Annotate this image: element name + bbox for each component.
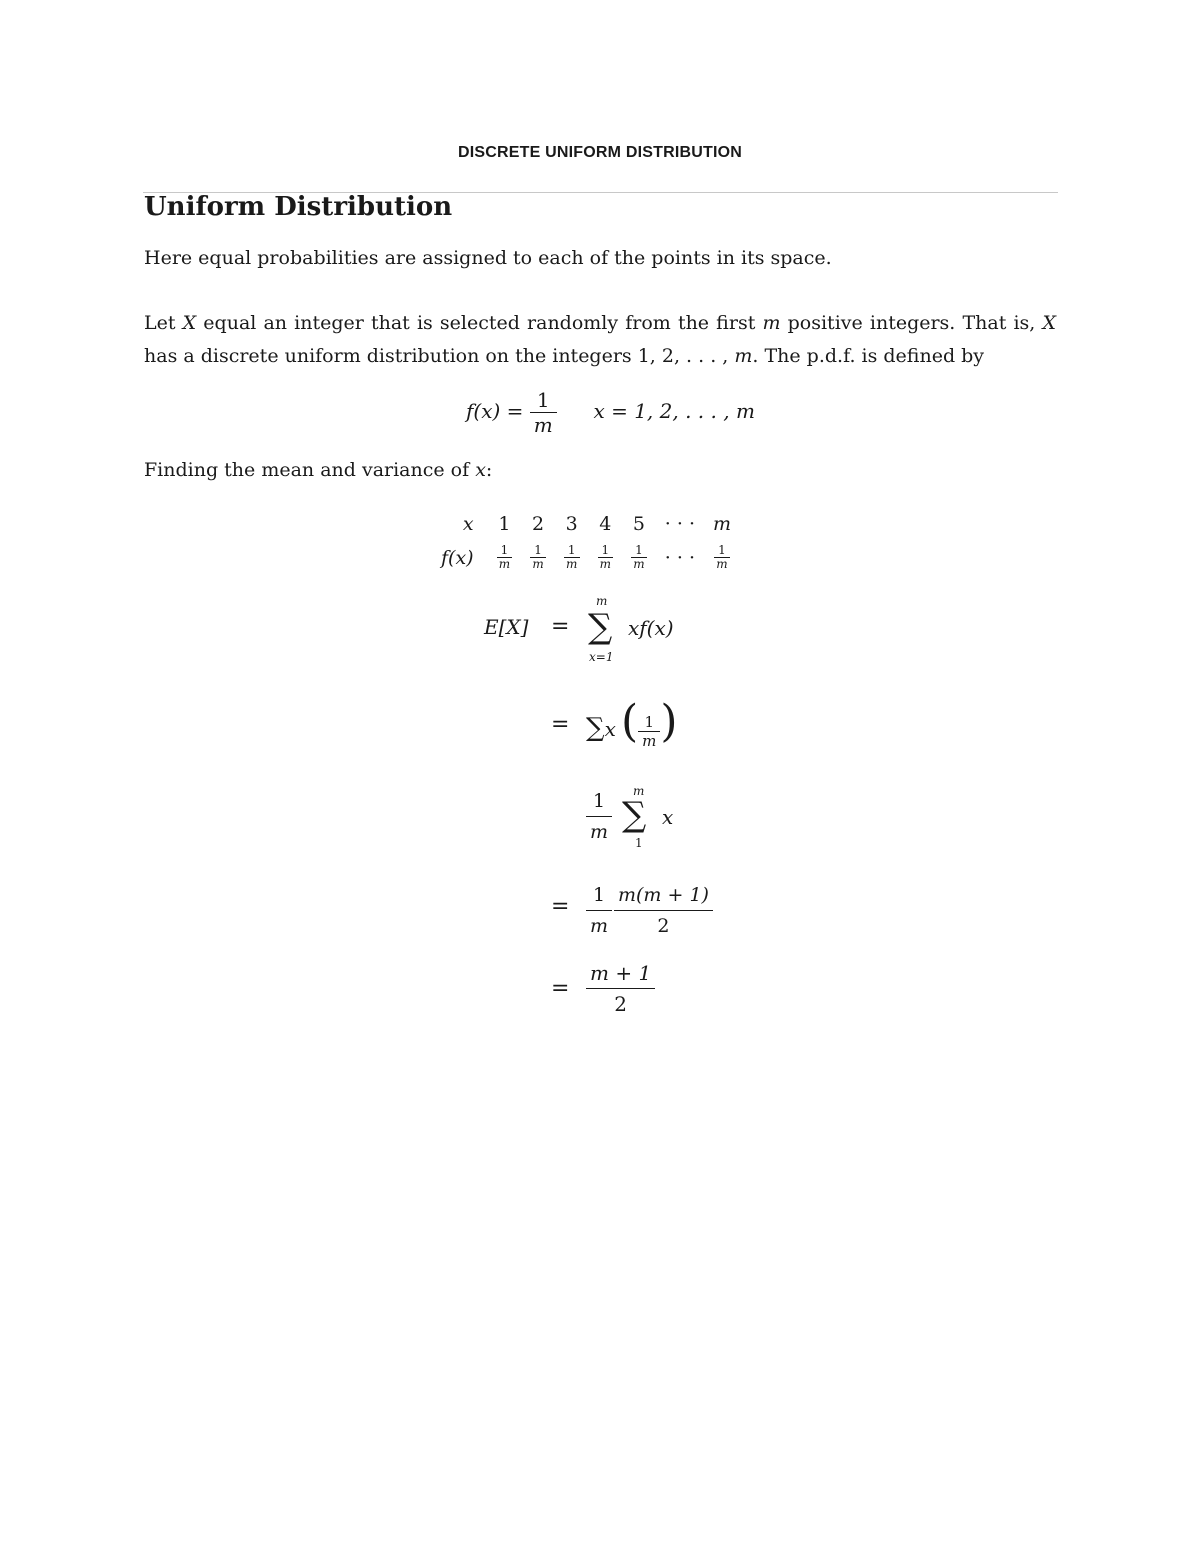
sum-expression: x <box>662 805 674 829</box>
numerator: 1 <box>534 543 542 557</box>
numerator: 1 <box>500 543 509 557</box>
text: . The p.d.f. is defined by <box>752 345 985 367</box>
equals-sign: = <box>551 712 570 737</box>
denominator: m <box>714 557 730 571</box>
mean-variance-paragraph <box>144 454 492 487</box>
table-row <box>432 540 740 575</box>
text: Finding the mean and variance of <box>144 459 476 481</box>
denominator: m <box>586 910 612 941</box>
table-cell: 1 <box>498 513 511 535</box>
page-title: DISCRETE UNIFORM DISTRIBUTION <box>457 144 743 161</box>
table-cell <box>555 540 589 575</box>
table-cell: 5 <box>632 513 645 535</box>
prob-fraction <box>564 544 580 571</box>
denominator: m <box>497 557 513 571</box>
fraction <box>586 880 612 941</box>
denominator: m <box>530 557 546 571</box>
prob-fraction <box>497 544 513 571</box>
sum-expression: xf(x) <box>628 616 674 640</box>
definition-paragraph <box>144 307 1056 373</box>
step2-expression <box>586 696 678 750</box>
table-cell <box>488 540 522 575</box>
sum-upper-limit: m <box>633 784 645 798</box>
result-fraction <box>586 958 655 1019</box>
prob-fraction <box>714 544 730 571</box>
denominator: m <box>631 557 647 571</box>
equals-sign: = <box>551 976 570 1001</box>
var-x: x <box>475 459 486 481</box>
sum-lower-limit: 1 <box>635 836 643 850</box>
table-cell: 2 <box>531 513 545 535</box>
numerator: 1 <box>718 543 726 557</box>
numerator: 1 <box>592 884 606 906</box>
prob-fraction <box>598 544 614 571</box>
row-label-x: x <box>462 513 474 535</box>
denominator: m <box>564 557 580 571</box>
fraction <box>586 786 612 847</box>
numerator: m(m + 1) <box>618 884 709 906</box>
denominator: 2 <box>586 988 655 1019</box>
denominator: 2 <box>614 910 713 941</box>
prob-fraction <box>631 544 647 571</box>
var-m: m <box>762 312 781 334</box>
pdf-fraction <box>530 388 557 437</box>
numerator: 1 <box>644 713 654 731</box>
pdf-lhs: f(x) = <box>466 399 524 423</box>
text: equal an integer that is selected randomly from the first <box>196 312 763 334</box>
numerator: 1 <box>592 790 606 812</box>
numerator: 1 <box>536 388 550 412</box>
right-paren: ) <box>660 696 678 747</box>
sum-upper-limit: m <box>596 594 608 608</box>
pdf-domain: x = 1, 2, . . . , m <box>593 399 755 423</box>
numerator: 1 <box>567 543 576 557</box>
sigma-symbol: ∑ <box>586 713 605 743</box>
table-cell: m <box>712 513 732 535</box>
var-x: x <box>604 717 616 741</box>
fraction <box>614 880 713 941</box>
denominator: m <box>530 412 557 437</box>
pdf-equation <box>466 388 755 437</box>
denominator: m <box>586 816 612 847</box>
text: positive integers. That is, <box>780 312 1043 334</box>
sigma-symbol: ∑ <box>588 607 613 647</box>
text: : <box>485 459 493 481</box>
table-cell: 4 <box>599 513 612 535</box>
table-cell <box>589 540 623 575</box>
fraction <box>638 713 660 750</box>
distribution-table <box>432 508 740 575</box>
var-X: X <box>182 312 197 334</box>
prob-fraction <box>530 544 546 571</box>
table-cell <box>704 540 740 575</box>
table-row <box>432 508 740 540</box>
numerator: 1 <box>601 543 610 557</box>
table-cell: · · · <box>664 513 695 535</box>
numerator: 1 <box>635 543 643 557</box>
var-m: m <box>734 345 753 367</box>
left-paren: ( <box>620 696 639 747</box>
var-X: X <box>1042 312 1057 334</box>
table-cell: 3 <box>565 513 578 535</box>
text: Let <box>144 312 183 334</box>
denominator: m <box>598 557 614 571</box>
sum-lower-limit: x=1 <box>589 650 614 664</box>
equals-sign: = <box>551 894 570 919</box>
section-heading: Uniform Distribution <box>144 192 453 222</box>
table-cell <box>521 540 555 575</box>
equals-sign: = <box>551 614 570 639</box>
intro-paragraph: Here equal probabilities are assigned to each of the points in its space. <box>144 247 832 269</box>
denominator: m <box>638 731 660 750</box>
expectation-lhs: E[X] <box>484 615 529 639</box>
table-cell <box>622 540 656 575</box>
text: has a discrete uniform distribution on the integers 1, 2, . . . , <box>144 345 735 367</box>
table-cell: · · · <box>664 546 695 569</box>
row-label-fx: f(x) <box>441 546 474 569</box>
numerator: m + 1 <box>590 961 652 985</box>
sigma-symbol: ∑ <box>622 795 647 835</box>
